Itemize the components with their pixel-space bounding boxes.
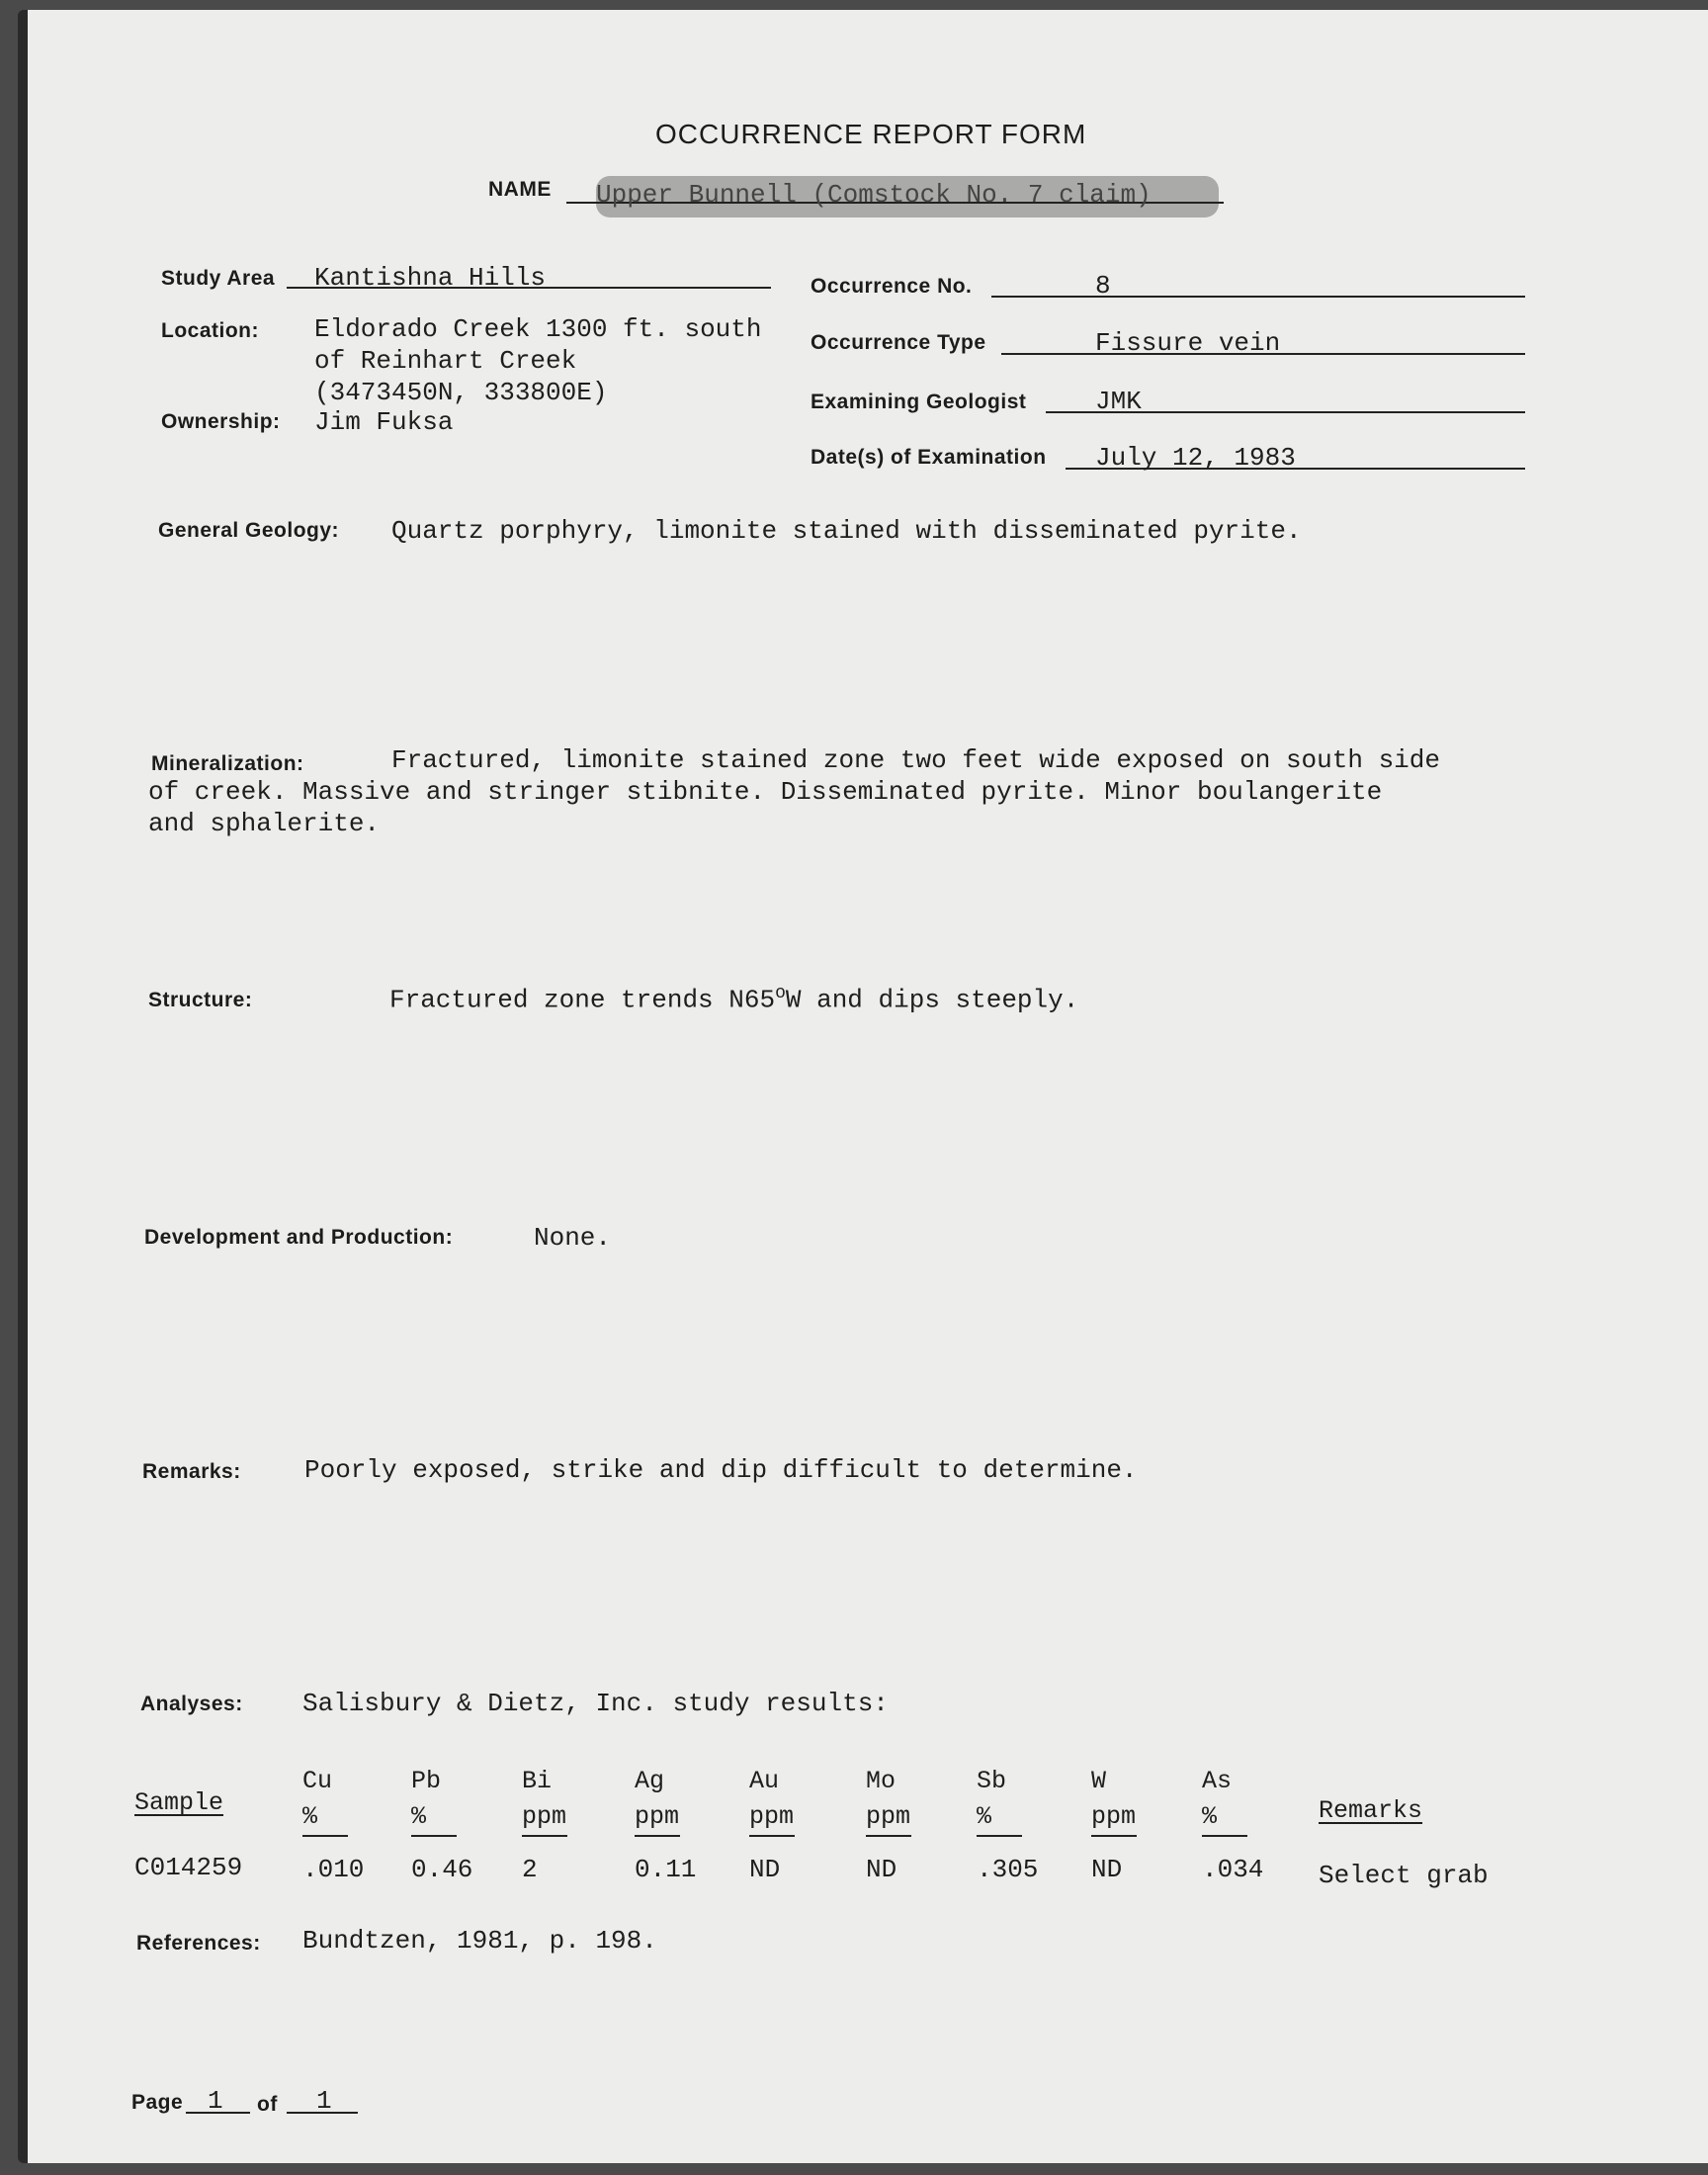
column-element: Au	[749, 1767, 780, 1795]
references-label: References:	[136, 1932, 261, 1955]
occurrence-no-value: 8	[1095, 271, 1111, 301]
table-cell: .305	[977, 1855, 1039, 1884]
geologist-label: Examining Geologist	[811, 391, 1027, 413]
general-geology-label: General Geology:	[158, 519, 340, 542]
of-value: 1	[316, 2086, 332, 2116]
mineralization-line-1: Fractured, limonite stained zone two feet wide exposed on south side	[391, 745, 1440, 775]
table-cell: .010	[302, 1855, 365, 1884]
date-value: July 12, 1983	[1095, 443, 1296, 473]
development-label: Development and Production:	[144, 1226, 454, 1249]
column-header	[866, 1764, 911, 1837]
column-element: Mo	[866, 1767, 897, 1795]
study-area-value: Kantishna Hills	[314, 263, 547, 293]
column-element: W	[1091, 1767, 1107, 1795]
analyses-label: Analyses:	[140, 1693, 243, 1715]
mineralization-line-3: and sphalerite.	[148, 809, 381, 838]
table-cell: 0.11	[635, 1855, 697, 1884]
date-label: Date(s) of Examination	[811, 446, 1047, 469]
column-element: Cu	[302, 1767, 333, 1795]
mineralization-line-2: of creek. Massive and stringer stibnite. Disseminated pyrite. Minor boulangerite	[148, 777, 1383, 807]
name-value: Upper Bunnell (Comstock No. 7 claim)	[596, 180, 1152, 210]
development-value: None.	[534, 1223, 612, 1253]
references-value: Bundtzen, 1981, p. 198.	[302, 1926, 657, 1956]
column-element: Pb	[411, 1767, 442, 1795]
table-header-sample	[134, 1785, 223, 1821]
column-unit: %	[977, 1799, 1022, 1837]
column-unit: ppm	[635, 1799, 680, 1837]
column-header	[411, 1764, 457, 1837]
occurrence-type-value: Fissure vein	[1095, 328, 1281, 358]
column-header	[522, 1764, 567, 1837]
table-row-remarks: Select grab	[1319, 1861, 1489, 1890]
structure-text-pre: Fractured zone trends N65	[389, 985, 776, 1015]
column-unit: %	[1202, 1799, 1247, 1837]
table-cell: ND	[749, 1855, 781, 1884]
column-unit: ppm	[749, 1799, 795, 1837]
column-header	[749, 1764, 795, 1837]
remarks-label: Remarks:	[142, 1460, 241, 1483]
occurrence-no-line	[991, 296, 1525, 298]
degree-symbol: o	[775, 984, 786, 1003]
table-cell: 2	[522, 1855, 538, 1884]
remarks-value: Poorly exposed, strike and dip difficult to determine.	[304, 1455, 1138, 1485]
column-header	[302, 1764, 348, 1837]
column-element: Sb	[977, 1767, 1007, 1795]
mineralization-label: Mineralization:	[151, 752, 304, 775]
ownership-value: Jim Fuksa	[314, 407, 454, 437]
study-area-label: Study Area	[161, 267, 276, 290]
analyses-value: Salisbury & Dietz, Inc. study results:	[302, 1689, 889, 1718]
table-cell: 0.46	[411, 1855, 473, 1884]
page-value: 1	[208, 2086, 223, 2116]
table-cell: ND	[866, 1855, 897, 1884]
location-label: Location:	[161, 319, 259, 342]
column-unit: ppm	[522, 1799, 567, 1837]
name-label: NAME	[488, 178, 552, 201]
location-line-3: (3473450N, 333800E)	[314, 378, 608, 407]
structure-value	[389, 984, 1078, 1015]
table-row-sample: C014259	[134, 1853, 243, 1882]
location-line-2: of Reinhart Creek	[314, 346, 577, 376]
structure-text-post: W and dips steeply.	[785, 985, 1079, 1015]
column-unit: ppm	[866, 1799, 911, 1837]
table-cell: .034	[1202, 1855, 1264, 1884]
table-cell: ND	[1091, 1855, 1123, 1884]
geologist-value: JMK	[1095, 387, 1142, 416]
ownership-label: Ownership:	[161, 410, 281, 433]
occurrence-no-label: Occurrence No.	[811, 275, 973, 298]
structure-label: Structure:	[148, 989, 253, 1011]
occurrence-type-label: Occurrence Type	[811, 331, 986, 354]
column-unit: %	[302, 1799, 348, 1837]
column-element: Ag	[635, 1767, 665, 1795]
document-page	[18, 10, 1708, 2163]
form-title: OCCURRENCE REPORT FORM	[655, 119, 1087, 149]
column-header	[635, 1764, 680, 1837]
of-label: of	[257, 2093, 278, 2116]
general-geology-value: Quartz porphyry, limonite stained with disseminated pyrite.	[391, 516, 1302, 546]
table-header-remarks	[1319, 1793, 1422, 1829]
location-line-1: Eldorado Creek 1300 ft. south	[314, 314, 762, 344]
column-element: Bi	[522, 1767, 553, 1795]
column-header	[977, 1764, 1022, 1837]
sample-header: Sample	[134, 1788, 224, 1817]
column-unit: ppm	[1091, 1799, 1137, 1837]
page-label: Page	[131, 2091, 184, 2114]
remarks-header: Remarks	[1319, 1796, 1423, 1825]
column-element: As	[1202, 1767, 1233, 1795]
column-header	[1091, 1764, 1137, 1837]
column-header	[1202, 1764, 1247, 1837]
column-unit: %	[411, 1799, 457, 1837]
